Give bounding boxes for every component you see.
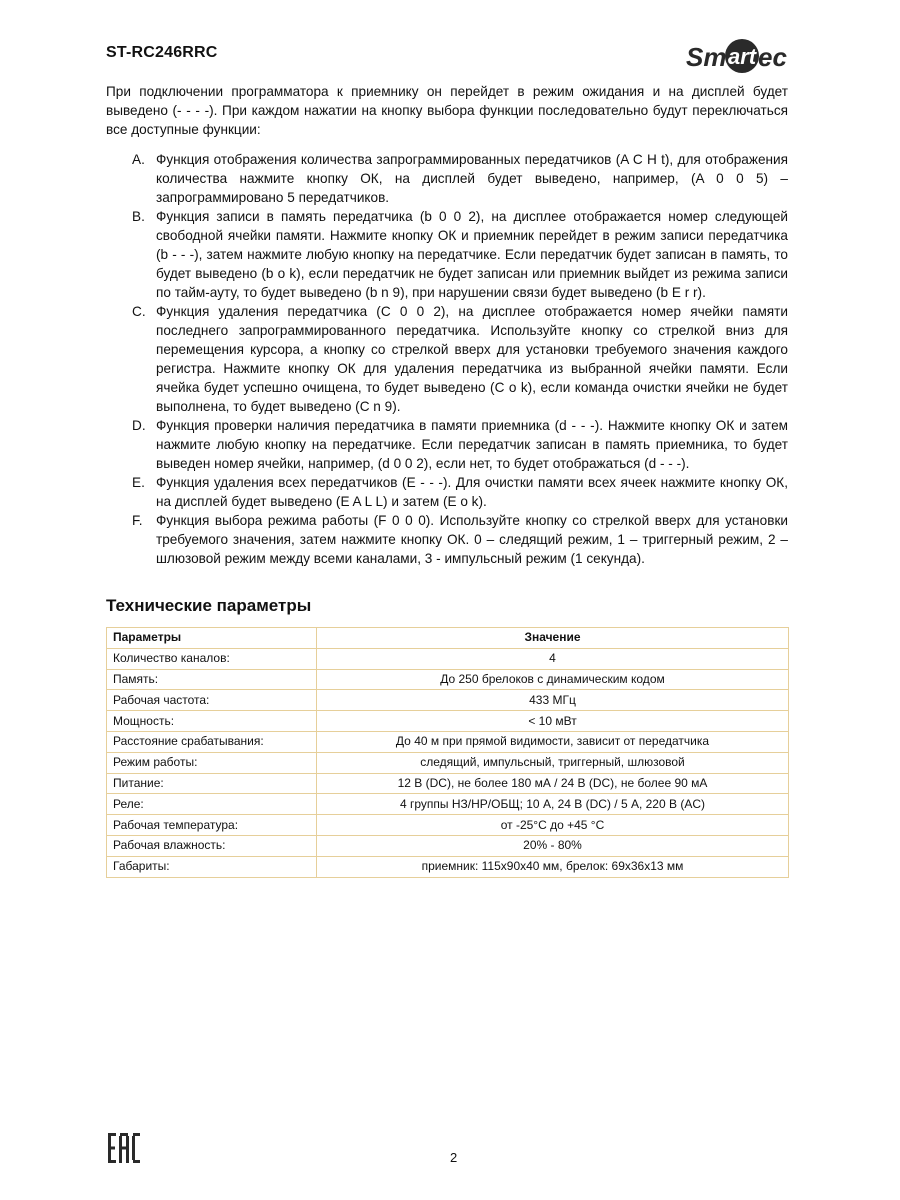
function-item-c <box>106 302 788 416</box>
param-cell: Количество каналов: <box>107 648 317 669</box>
value-cell: До 250 брелоков с динамическим кодом <box>317 669 789 690</box>
param-cell: Габариты: <box>107 856 317 877</box>
smartec-logo-icon <box>684 36 796 76</box>
function-text: Функция удаления всех передатчиков (E - - -). Для очистки памяти всех ячеек нажмите кнопку ОК, на дисплей будет выведено (E A L L) и затем (E o k). <box>156 475 788 509</box>
specs-table <box>106 627 789 878</box>
param-cell: Мощность: <box>107 711 317 732</box>
param-cell: Память: <box>107 669 317 690</box>
eac-certification-mark-icon <box>108 1133 140 1163</box>
table-row <box>107 731 789 752</box>
function-item-d <box>106 416 788 473</box>
column-header-value: Значение <box>317 628 789 649</box>
value-cell: 4 <box>317 648 789 669</box>
param-cell: Рабочая температура: <box>107 815 317 836</box>
function-item-f <box>106 511 788 568</box>
svg-text:Sm: Sm <box>686 42 727 72</box>
function-item-b <box>106 207 788 302</box>
value-cell: 433 МГц <box>317 690 789 711</box>
section-title-specs: Технические параметры <box>106 596 312 615</box>
svg-text:art: art <box>728 44 757 69</box>
table-row <box>107 711 789 732</box>
param-cell: Питание: <box>107 773 317 794</box>
function-list <box>106 150 788 568</box>
function-text: Функция выбора режима работы (F 0 0 0). Используйте кнопку со стрелкой вверх для установки требуемого значения, затем нажмите кнопку ОК. 0 – следящий режим, 1 – триггерный режим, 2 – шлюзовой режим между всеми каналами, 3 - импульсный режим (1 секунда). <box>156 513 788 566</box>
param-cell: Расстояние срабатывания: <box>107 731 317 752</box>
value-cell: следящий, импульсный, триггерный, шлюзовой <box>317 752 789 773</box>
param-cell: Реле: <box>107 794 317 815</box>
value-cell: 4 группы НЗ/НР/ОБЩ; 10 А, 24 В (DC) / 5 А, 220 В (AC) <box>317 794 789 815</box>
function-item-a <box>106 150 788 207</box>
list-marker: F. <box>132 513 143 528</box>
table-row <box>107 835 789 856</box>
function-text: Функция проверки наличия передатчика в памяти приемника (d - - -). Нажмите кнопку ОК и затем нажмите любую кнопку на передатчике. Если передатчик записан в память приемника, то будет выведен номер ячейки, например, (d 0 0 2), если нет, то будет отображаться (d - - -). <box>156 418 788 471</box>
function-item-e <box>106 473 788 511</box>
page-number: 2 <box>450 1150 458 1165</box>
param-cell: Режим работы: <box>107 752 317 773</box>
table-header-row <box>107 628 789 649</box>
intro-paragraph: При подключении программатора к приемнику он перейдет в режим ожидания и на дисплей будет выведено (- - - -). При каждом нажатии на кнопку выбора функции последовательно будут переключаться все доступные функции: <box>106 84 788 137</box>
list-marker: C. <box>132 304 146 319</box>
function-text: Функция удаления передатчика (C 0 0 2), на дисплее отображается номер ячейки памяти последнего запрограммированного передатчика. Используйте кнопку со стрелкой вниз для перемещения курсора, а кнопку со стрелкой вверх для установки требуемого значения каждого регистра. Нажмите кнопку ОК для удаления передатчика из выбранной ячейки памяти. Если ячейка будет успешно очищена, то будет выведено (C o k), если команда очистки ячейки не будет выполнена, то будет выведено (C n 9). <box>156 304 788 414</box>
list-marker: B. <box>132 209 145 224</box>
table-row <box>107 794 789 815</box>
list-marker: D. <box>132 418 146 433</box>
param-cell: Рабочая влажность: <box>107 835 317 856</box>
table-row <box>107 690 789 711</box>
column-header-parameters: Параметры <box>107 628 317 649</box>
table-row <box>107 752 789 773</box>
list-marker: E. <box>132 475 145 490</box>
table-row <box>107 856 789 877</box>
function-text: Функция отображения количества запрограммированных передатчиков (A C H t), для отображения количества нажмите кнопку ОК, на дисплей будет выведено, например, (A 0 0 5) – запрограммировано 5 передатчиков. <box>156 152 788 205</box>
param-cell: Рабочая частота: <box>107 690 317 711</box>
value-cell: от -25°С до +45 °С <box>317 815 789 836</box>
table-row <box>107 773 789 794</box>
value-cell: приемник: 115х90х40 мм, брелок: 69х36х13 мм <box>317 856 789 877</box>
list-marker: A. <box>132 152 145 167</box>
function-text: Функция записи в память передатчика (b 0 0 2), на дисплее отображается номер следующей свободной ячейки памяти. Нажмите кнопку ОК и приемник перейдет в режим записи передатчика (b - - -), затем нажмите любую кнопку на передатчике. Если передатчик будет записан в память, то будет выведено (b o k), если передатчик не будет записан или приемник выйдет из режима записи по тайм-ауту, то будет выведено (b n 9), при нарушении связи будет выведено (b E r r). <box>156 209 788 300</box>
value-cell: 12 В (DC), не более 180 мА / 24 В (DC), не более 90 мА <box>317 773 789 794</box>
table-row <box>107 815 789 836</box>
table-row <box>107 648 789 669</box>
value-cell: До 40 м при прямой видимости, зависит от передатчика <box>317 731 789 752</box>
value-cell: 20% - 80% <box>317 835 789 856</box>
document-title: ST-RC246RRC <box>106 44 218 61</box>
svg-text:ec: ec <box>758 42 787 72</box>
value-cell: < 10 мВт <box>317 711 789 732</box>
table-row <box>107 669 789 690</box>
